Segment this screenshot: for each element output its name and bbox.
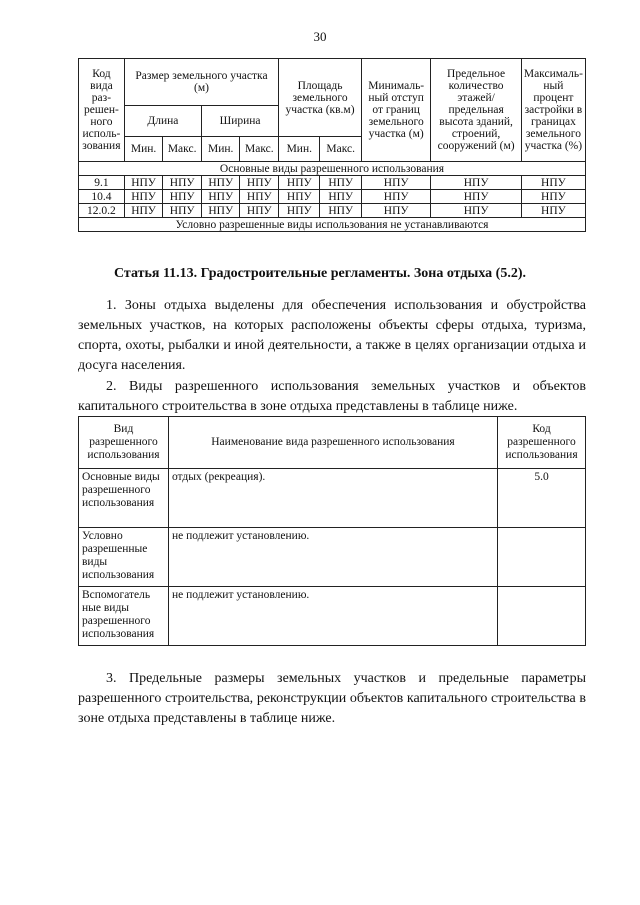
cell: НПУ bbox=[431, 190, 521, 204]
header-code: Код вида раз-решен-ного исполь-зования bbox=[79, 59, 125, 162]
cell: НПУ bbox=[521, 204, 585, 218]
header-coverage: Максималь-ный процент застройки в границах земельного участка (%) bbox=[521, 59, 585, 162]
header-use-type: Вид разрешенного использования bbox=[79, 417, 169, 469]
cell: НПУ bbox=[240, 204, 279, 218]
cell: НПУ bbox=[431, 204, 521, 218]
table-row bbox=[79, 528, 586, 587]
cell: НПУ bbox=[240, 176, 279, 190]
use-type: Вспомогатель ные виды разрешенного использования bbox=[79, 587, 169, 646]
cell: НПУ bbox=[361, 190, 430, 204]
cell: НПУ bbox=[201, 190, 239, 204]
cell: НПУ bbox=[320, 204, 362, 218]
cell: НПУ bbox=[124, 190, 162, 204]
use-type: Условно разрешенные виды использования bbox=[79, 528, 169, 587]
header-length: Длина bbox=[124, 106, 201, 137]
cell: НПУ bbox=[124, 204, 162, 218]
use-type: Основные виды разрешенного использования bbox=[79, 469, 169, 528]
header-length-max: Макс. bbox=[163, 137, 202, 162]
header-area-max: Макс. bbox=[320, 137, 362, 162]
paragraph-1-text: 1. Зоны отдыха выделены для обеспечения использования и обустройства земельных участков, на которых расположены объекты сферы отдыха, туризма, спорта, охоты, рыбалки и иной деятельности, а также в целях организации отдыха и досуга населения. bbox=[78, 298, 586, 373]
cell: НПУ bbox=[201, 204, 239, 218]
header-width-max: Макс. bbox=[240, 137, 279, 162]
paragraph-2-text: 2. Виды разрешенного использования земельных участков и объектов капитального строительства в зоне отдыха представлены в таблице ниже. bbox=[78, 379, 586, 414]
cell: НПУ bbox=[320, 176, 362, 190]
cell: НПУ bbox=[320, 190, 362, 204]
paragraph-3 bbox=[78, 669, 586, 729]
header-use-name: Наименование вида разрешенного использования bbox=[168, 417, 497, 469]
row-code: 10.4 bbox=[79, 190, 125, 204]
use-code bbox=[498, 528, 586, 587]
use-name: отдых (рекреация). bbox=[168, 469, 497, 528]
cell: НПУ bbox=[279, 204, 320, 218]
use-name: не подлежит установлению. bbox=[168, 528, 497, 587]
table-row bbox=[79, 176, 586, 190]
paragraph-2 bbox=[78, 377, 586, 417]
header-floors: Предельное количество этажей/ предельная высота зданий, строений, сооружений (м) bbox=[431, 59, 521, 162]
use-code: 5.0 bbox=[498, 469, 586, 528]
cell: НПУ bbox=[163, 190, 202, 204]
cell: НПУ bbox=[163, 204, 202, 218]
header-length-min: Мин. bbox=[124, 137, 162, 162]
header-use-code: Код разрешенного использования bbox=[498, 417, 586, 469]
header-area-min: Мин. bbox=[279, 137, 320, 162]
cell: НПУ bbox=[279, 190, 320, 204]
paragraph-1 bbox=[78, 296, 586, 376]
use-name: не подлежит установлению. bbox=[168, 587, 497, 646]
table-row bbox=[79, 190, 586, 204]
zone-parameters-table bbox=[78, 58, 586, 232]
cell: НПУ bbox=[431, 176, 521, 190]
cell: НПУ bbox=[361, 176, 430, 190]
cell: НПУ bbox=[240, 190, 279, 204]
cell: НПУ bbox=[124, 176, 162, 190]
page-number: 30 bbox=[313, 29, 327, 44]
row-code: 9.1 bbox=[79, 176, 125, 190]
header-area: Площадь земельного участка (кв.м) bbox=[279, 59, 362, 137]
article-heading: Статья 11.13. Градостроительные регламенты. Зона отдыха (5.2). bbox=[113, 266, 526, 281]
row-code: 12.0.2 bbox=[79, 204, 125, 218]
cell: НПУ bbox=[279, 176, 320, 190]
use-code bbox=[498, 587, 586, 646]
cell: НПУ bbox=[521, 176, 585, 190]
cell: НПУ bbox=[361, 204, 430, 218]
table-row bbox=[79, 204, 586, 218]
header-size: Размер земельного участка (м) bbox=[124, 59, 278, 106]
cell: НПУ bbox=[163, 176, 202, 190]
table-row bbox=[79, 587, 586, 646]
section-main-uses: Основные виды разрешенного использования bbox=[79, 162, 586, 176]
section-conditional-uses: Условно разрешенные виды использования не устанавливаются bbox=[79, 218, 586, 232]
paragraph-3-text: 3. Предельные размеры земельных участков и предельные параметры разрешенного строительства, реконструкции объектов капитального строительства в зоне отдыха представлены в таблице ниже. bbox=[78, 671, 586, 726]
table-row bbox=[79, 469, 586, 528]
cell: НПУ bbox=[201, 176, 239, 190]
permitted-uses-table bbox=[78, 416, 586, 646]
header-setback: Минималь-ный отступ от границ земельного участка (м) bbox=[361, 59, 430, 162]
header-width: Ширина bbox=[201, 106, 278, 137]
cell: НПУ bbox=[521, 190, 585, 204]
header-width-min: Мин. bbox=[201, 137, 239, 162]
